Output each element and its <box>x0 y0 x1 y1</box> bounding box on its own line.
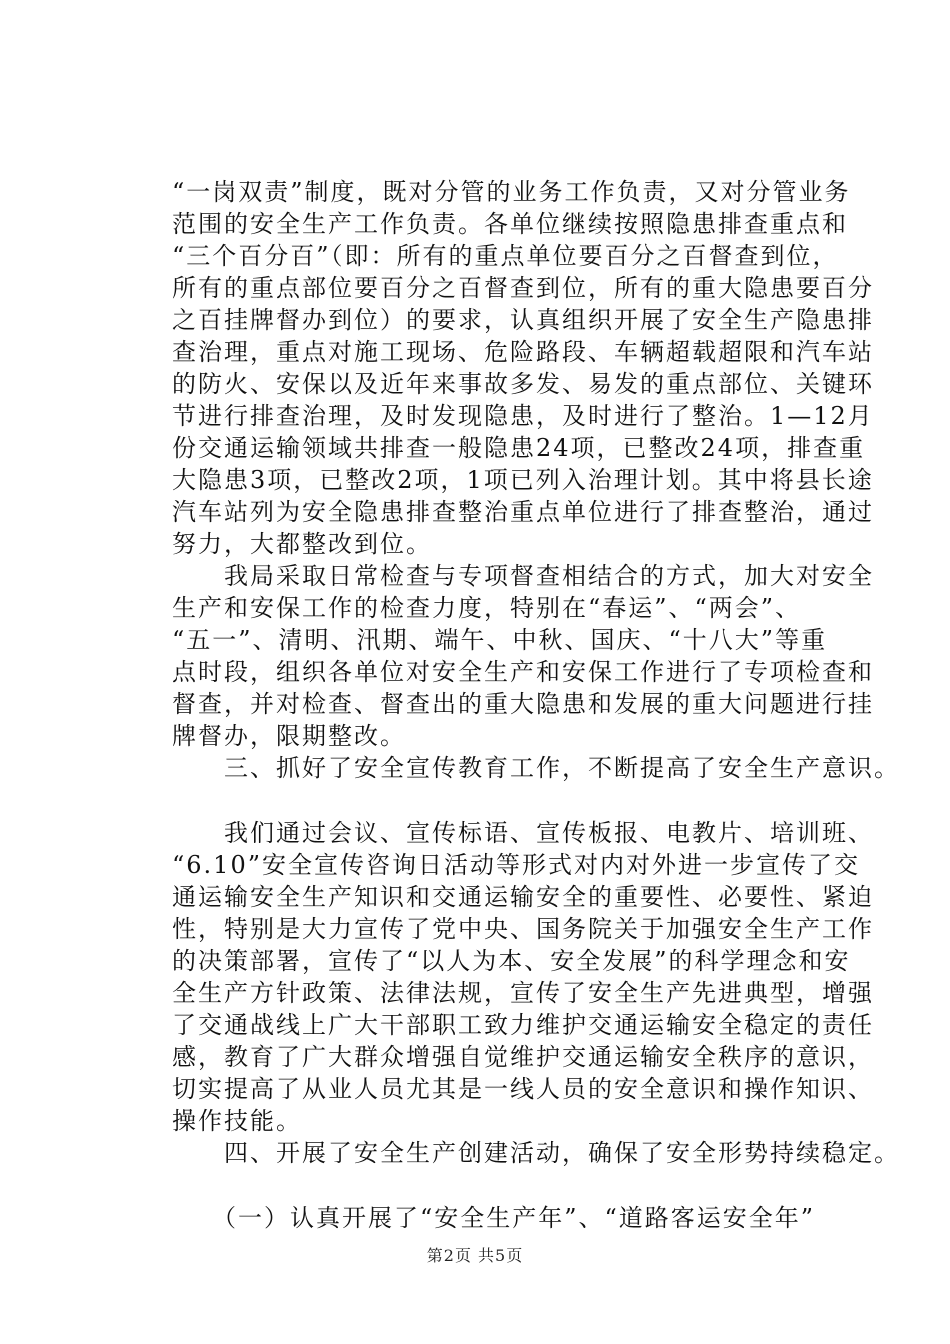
body-line: 督查，并对检查、督查出的重大隐患和发展的重大问题进行挂 <box>172 690 874 718</box>
body-line: 份交通运输领域共排查一般隐患24项，已整改24项，排查重 <box>172 434 866 462</box>
body-line: 之百挂牌督办到位）的要求，认真组织开展了安全生产隐患排 <box>172 306 874 334</box>
body-line: 了交通战线上广大干部职工致力维护交通运输安全稳定的责任 <box>172 1011 874 1039</box>
body-line: 点时段，组织各单位对安全生产和安保工作进行了专项检查和 <box>172 658 874 686</box>
body-line: 牌督办，限期整改。 <box>172 722 406 750</box>
section-heading: 三、抓好了安全宣传教育工作，不断提高了安全生产意识。 <box>172 754 900 782</box>
body-line: “三个百分百”（即：所有的重点单位要百分之百督查到位， <box>172 242 839 270</box>
body-line: 性，特别是大力宣传了党中央、国务院关于加强安全生产工作 <box>172 915 874 943</box>
body-line: 所有的重点部位要百分之百督查到位，所有的重大隐患要百分 <box>172 274 874 302</box>
body-line: 生产和安保工作的检查力度，特别在“春运”、“两会”、 <box>172 594 802 622</box>
body-line: “五一”、清明、汛期、端午、中秋、国庆、“十八大”等重 <box>172 626 828 654</box>
body-line: 操作技能。 <box>172 1107 302 1135</box>
body-line: “6.10”安全宣传咨询日活动等形式对内对外进一步宣传了交 <box>172 851 860 879</box>
body-line: 我局采取日常检查与专项督查相结合的方式，加大对安全 <box>172 562 874 590</box>
body-line: 切实提高了从业人员尤其是一线人员的安全意识和操作知识、 <box>172 1075 874 1103</box>
body-line: 的决策部署，宣传了“以人为本、安全发展”的科学理念和安 <box>172 947 851 975</box>
body-line: 节进行排查治理，及时发现隐患，及时进行了整治。1—12月 <box>172 402 874 430</box>
body-line: 全生产方针政策、法律法规，宣传了安全生产先进典型，增强 <box>172 979 874 1007</box>
body-line: 范围的安全生产工作负责。各单位继续按照隐患排查重点和 <box>172 210 848 238</box>
page-number-footer: 第2页 共5页 <box>426 1246 524 1265</box>
body-line: 努力，大都整改到位。 <box>172 530 432 558</box>
body-line: 通运输安全生产知识和交通运输安全的重要性、必要性、紧迫 <box>172 883 874 911</box>
body-line: “一岗双责”制度，既对分管的业务工作负责，又对分管业务 <box>172 178 851 206</box>
body-line: 的防火、安保以及近年来事故多发、易发的重点部位、关键环 <box>172 370 874 398</box>
body-line: 汽车站列为安全隐患排查整治重点单位进行了排查整治，通过 <box>172 498 874 526</box>
body-line: 我们通过会议、宣传标语、宣传板报、电教片、培训班、 <box>172 819 874 847</box>
body-line: 大隐患3项，已整改2项，1项已列入治理计划。其中将县长途 <box>172 466 874 494</box>
body-line: 感，教育了广大群众增强自觉维护交通运输安全秩序的意识， <box>172 1043 874 1071</box>
subsection-heading: （一）认真开展了“安全生产年”、“道路客运安全年” <box>172 1204 816 1232</box>
body-line: 查治理，重点对施工现场、危险路段、车辆超载超限和汽车站 <box>172 338 874 366</box>
section-heading: 四、开展了安全生产创建活动，确保了安全形势持续稳定。 <box>172 1139 900 1167</box>
